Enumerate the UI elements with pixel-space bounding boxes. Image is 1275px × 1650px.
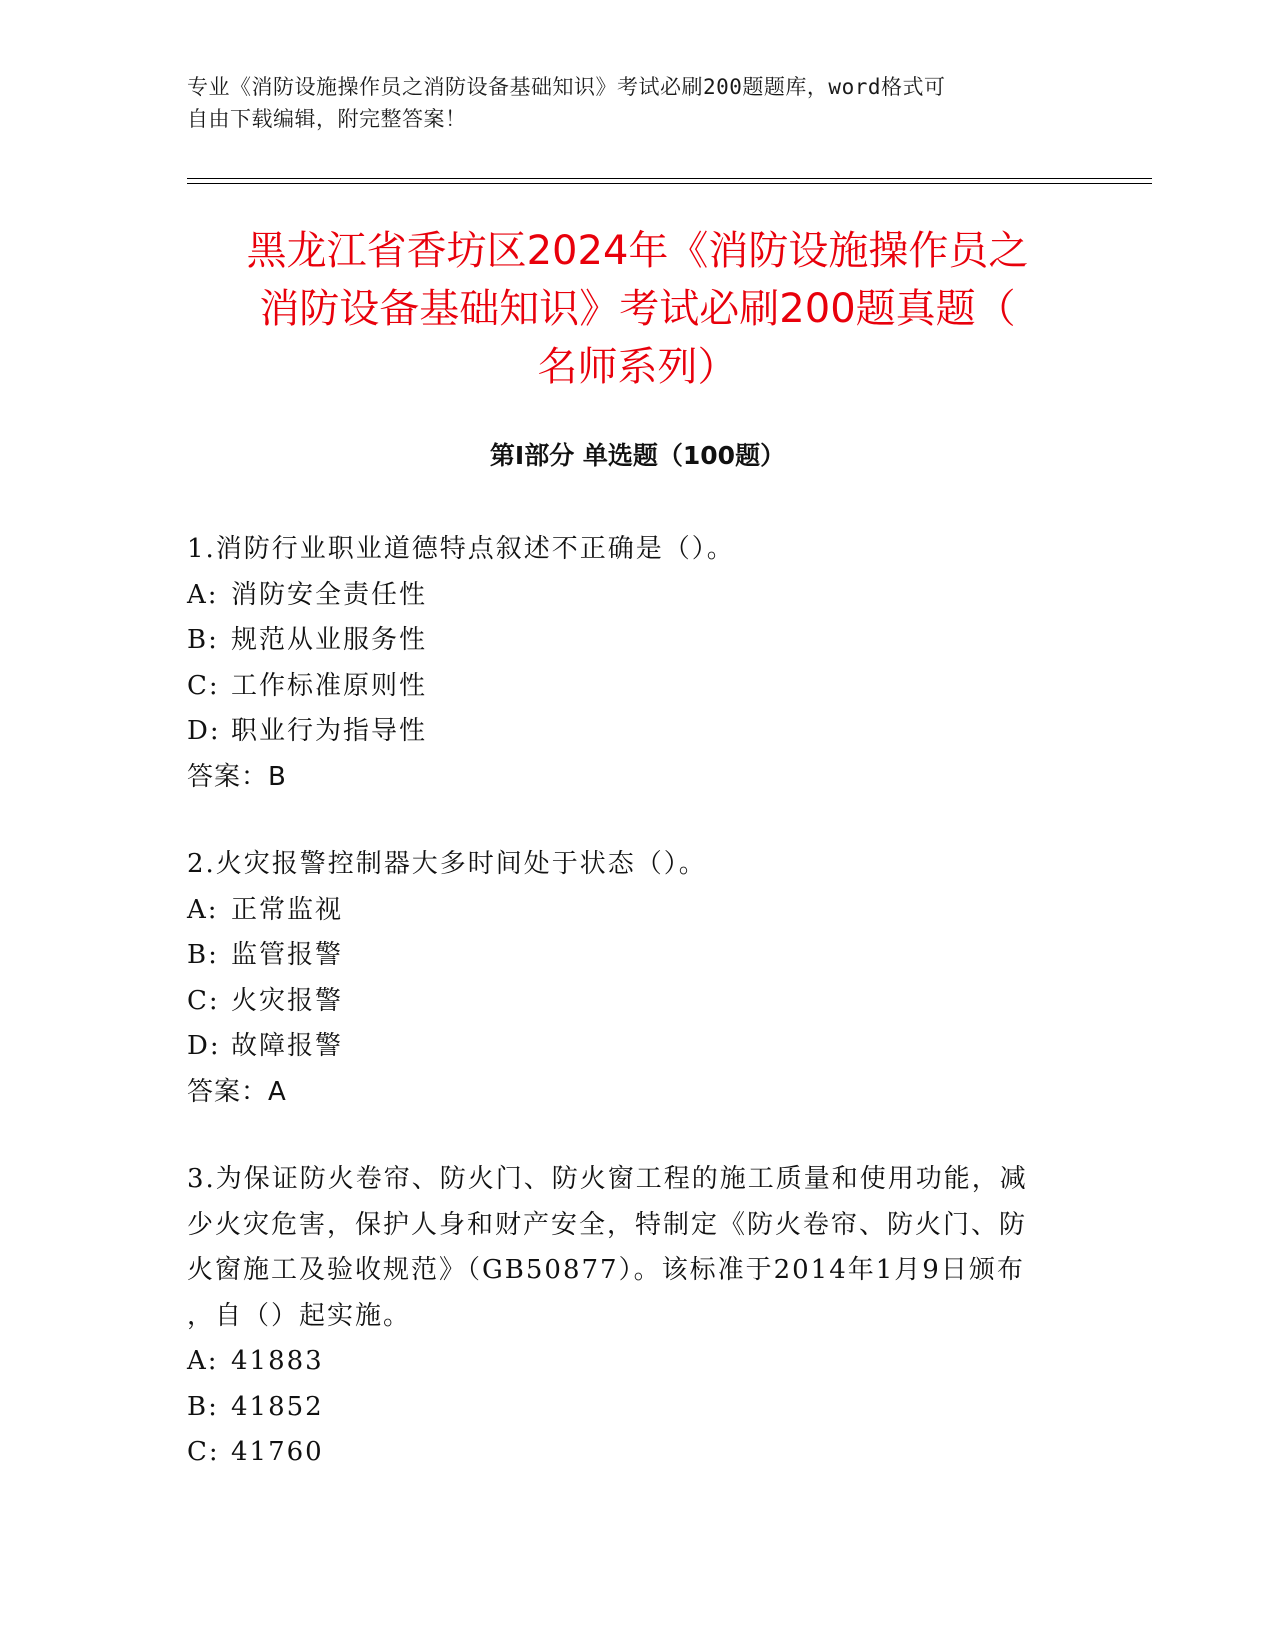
option-key: D: <box>187 716 221 746</box>
title-line-2: 消防设备基础知识》考试必刷200题真题（ <box>259 286 1016 332</box>
question-3 <box>187 1157 1067 1476</box>
option-a <box>187 573 1067 619</box>
question-list <box>187 527 1067 1518</box>
header-note-line-2: 自由下载编辑，附完整答案！ <box>187 107 467 131</box>
answer: 答案：B <box>187 761 287 792</box>
option-c <box>187 664 1067 710</box>
option-text: 火灾报警 <box>231 985 344 1016</box>
option-text: 规范从业服务性 <box>231 625 428 655</box>
question-stem-line: 火窗施工及验收规范》（GB50877）。该标准于2014年1月9日颁布 <box>187 1255 1025 1285</box>
header-note <box>187 71 1087 135</box>
document-title <box>150 222 1125 396</box>
option-text: 监管报警 <box>231 940 344 970</box>
option-text: 41852 <box>231 1391 324 1422</box>
option-text: 41760 <box>231 1437 324 1467</box>
option-b <box>187 1385 1067 1431</box>
option-text: 工作标准原则性 <box>231 670 428 701</box>
question-stem: 1.消防行业职业道德特点叙述不正确是（）。 <box>187 534 735 564</box>
option-key: A: <box>187 1346 219 1376</box>
option-b <box>187 933 1067 979</box>
answer: 答案：A <box>187 1076 287 1107</box>
question-stem-line: 3.为保证防火卷帘、防火门、防火窗工程的施工质量和使用功能，减 <box>187 1164 1028 1194</box>
question-stem-line: ，自（）起实施。 <box>187 1300 412 1331</box>
option-key: B: <box>187 625 219 655</box>
option-a <box>187 1339 1067 1385</box>
question-1 <box>187 527 1067 800</box>
option-d <box>187 1024 1067 1070</box>
option-key: D: <box>187 1031 221 1061</box>
option-key: B: <box>187 940 219 970</box>
question-stem: 2.火灾报警控制器大多时间处于状态（）。 <box>187 849 707 879</box>
option-a <box>187 888 1067 934</box>
title-line-1: 黑龙江省香坊区2024年《消防设施操作员之 <box>246 228 1029 274</box>
option-key: A: <box>187 894 219 925</box>
option-d <box>187 709 1067 755</box>
option-text: 职业行为指导性 <box>231 716 428 746</box>
header-divider-bottom <box>187 183 1152 184</box>
option-c <box>187 1430 1067 1476</box>
header-note-line-1: 专业《消防设施操作员之消防设备基础知识》考试必刷200题题库，word格式可 <box>187 75 946 99</box>
section-heading: 第I部分 单选题（100题） <box>489 441 786 470</box>
question-2 <box>187 842 1067 1115</box>
option-key: C: <box>187 985 220 1016</box>
option-text: 消防安全责任性 <box>231 579 428 610</box>
option-key: C: <box>187 1437 220 1467</box>
option-text: 41883 <box>231 1346 324 1376</box>
option-b <box>187 618 1067 664</box>
header-divider-top <box>187 178 1152 179</box>
option-key: A: <box>187 579 219 610</box>
option-c <box>187 979 1067 1025</box>
option-key: C: <box>187 670 220 701</box>
question-stem-line: 少火灾危害，保护人身和财产安全，特制定《防火卷帘、防火门、防 <box>187 1209 1028 1240</box>
title-line-3: 名师系列） <box>537 344 738 390</box>
option-text: 正常监视 <box>231 894 344 925</box>
option-key: B: <box>187 1391 219 1422</box>
option-text: 故障报警 <box>231 1031 344 1061</box>
